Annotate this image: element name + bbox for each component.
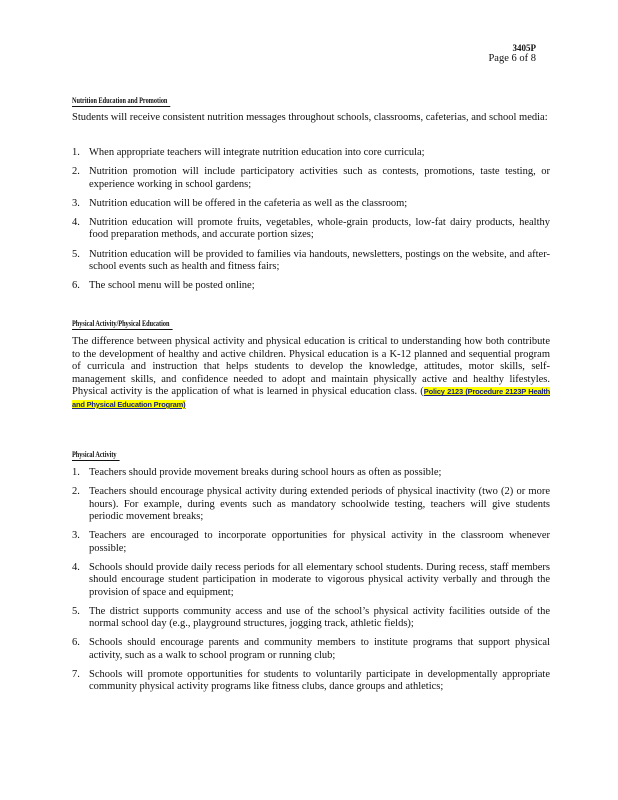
- nutrition-list: [72, 147, 550, 299]
- list-item-text: Nutrition education will be provided to families via handouts, newsletters, postings on the website, and after-school events such as health and fitness fairs;: [89, 248, 550, 273]
- list-item-number: 2.: [72, 486, 80, 498]
- list-item-number: 4.: [72, 217, 80, 229]
- list-item: [72, 606, 550, 631]
- list-item-text: The school menu will be posted online;: [89, 280, 255, 292]
- list-item-number: 5.: [72, 248, 80, 260]
- list-item-text: When appropriate teachers will integrate nutrition education into core curricula;: [89, 147, 425, 158]
- list-item-text: Schools will promote opportunities for students to voluntarily participate in developmentally appropriate community physical activity programs like fitness clubs, dance groups and athletics;: [89, 669, 550, 693]
- list-item-number: 3.: [72, 197, 80, 209]
- policy-link[interactable]: Policy 2123 (Procedure 2123P Health and Physical Education Program): [72, 387, 550, 409]
- list-item: [72, 486, 550, 523]
- list-item-number: 3.: [72, 530, 80, 542]
- pe-section-title: Physical Activity/Physical Education: [72, 318, 173, 330]
- pa-section-title: Physical Activity: [72, 449, 120, 461]
- list-item: [72, 166, 550, 191]
- list-item: [72, 280, 550, 292]
- list-item-number: 6.: [72, 637, 80, 649]
- list-item-number: 1.: [72, 147, 80, 158]
- list-item: [72, 249, 550, 274]
- list-item-text: Schools should provide daily recess periods for all elementary school students. During recess, staff members should encourage student participation in moderate to vigorous physical activity verbally and through the provision of space and equipment;: [89, 561, 550, 598]
- list-item: [72, 147, 550, 159]
- nutrition-intro: Students will receive consistent nutrition messages throughout schools, classrooms, cafeterias, and school media:: [72, 112, 548, 123]
- page-number: Page 6 of 8: [488, 53, 536, 64]
- list-item: [72, 217, 550, 242]
- list-item: [72, 198, 550, 210]
- list-item: [72, 530, 550, 555]
- list-item-text: Teachers should encourage physical activity during extended periods of physical inactivity (two (2) or more hours). For example, during events such as mandatory schoolwide testing, teachers will give students periodic movement breaks;: [89, 486, 550, 523]
- pe-body: [72, 336, 550, 412]
- list-item: [72, 669, 550, 694]
- list-item-text: The district supports community access and use of the school’s physical activity facilities outside of the normal school day (e.g., playground structures, jogging track, athletic fields);: [89, 605, 550, 630]
- policy-code: 3405P: [512, 43, 536, 53]
- list-item: [72, 467, 550, 479]
- list-item-text: Schools should encourage parents and community members to institute programs that support physical activity, such as a walk to school program or running club;: [89, 637, 550, 661]
- list-item-number: 1.: [72, 467, 80, 478]
- list-item-text: Teachers are encouraged to incorporate opportunities for physical activity in the classroom whenever possible;: [89, 530, 550, 554]
- list-item-text: Nutrition education will promote fruits, vegetables, whole-grain products, low-fat dairy products, healthy food preparation methods, and accurate portion sizes;: [89, 217, 550, 241]
- physical-activity-list: [72, 467, 550, 701]
- list-item-text: Nutrition promotion will include participatory activities such as contests, promotions, taste testing, or experience working in school gardens;: [89, 166, 550, 190]
- list-item-number: 2.: [72, 166, 80, 178]
- nutrition-section-title: Nutrition Education and Promotion: [72, 95, 171, 107]
- pe-body-text: The difference between physical activity and physical education is critical to understanding how both contribute to the development of healthy and active children. Physical education is a K-12 planned and sequential program of curricula and instruction that helps students to develop the knowledge, attitudes, motor skills, self-management skills, and confidence needed to adopt and maintain physically active and healthy lifestyles. Physical activity is the application of what is learned in physical education class. (: [72, 336, 550, 398]
- list-item-number: 6.: [72, 280, 80, 292]
- list-item: [72, 562, 550, 599]
- list-item-text: Teachers should provide movement breaks during school hours as often as possible;: [89, 467, 442, 478]
- list-item-number: 7.: [72, 669, 80, 681]
- list-item-number: 5.: [72, 605, 80, 617]
- list-item: [72, 637, 550, 662]
- list-item-number: 4.: [72, 561, 80, 573]
- list-item-text: Nutrition education will be offered in the cafeteria as well as the classroom;: [89, 197, 408, 209]
